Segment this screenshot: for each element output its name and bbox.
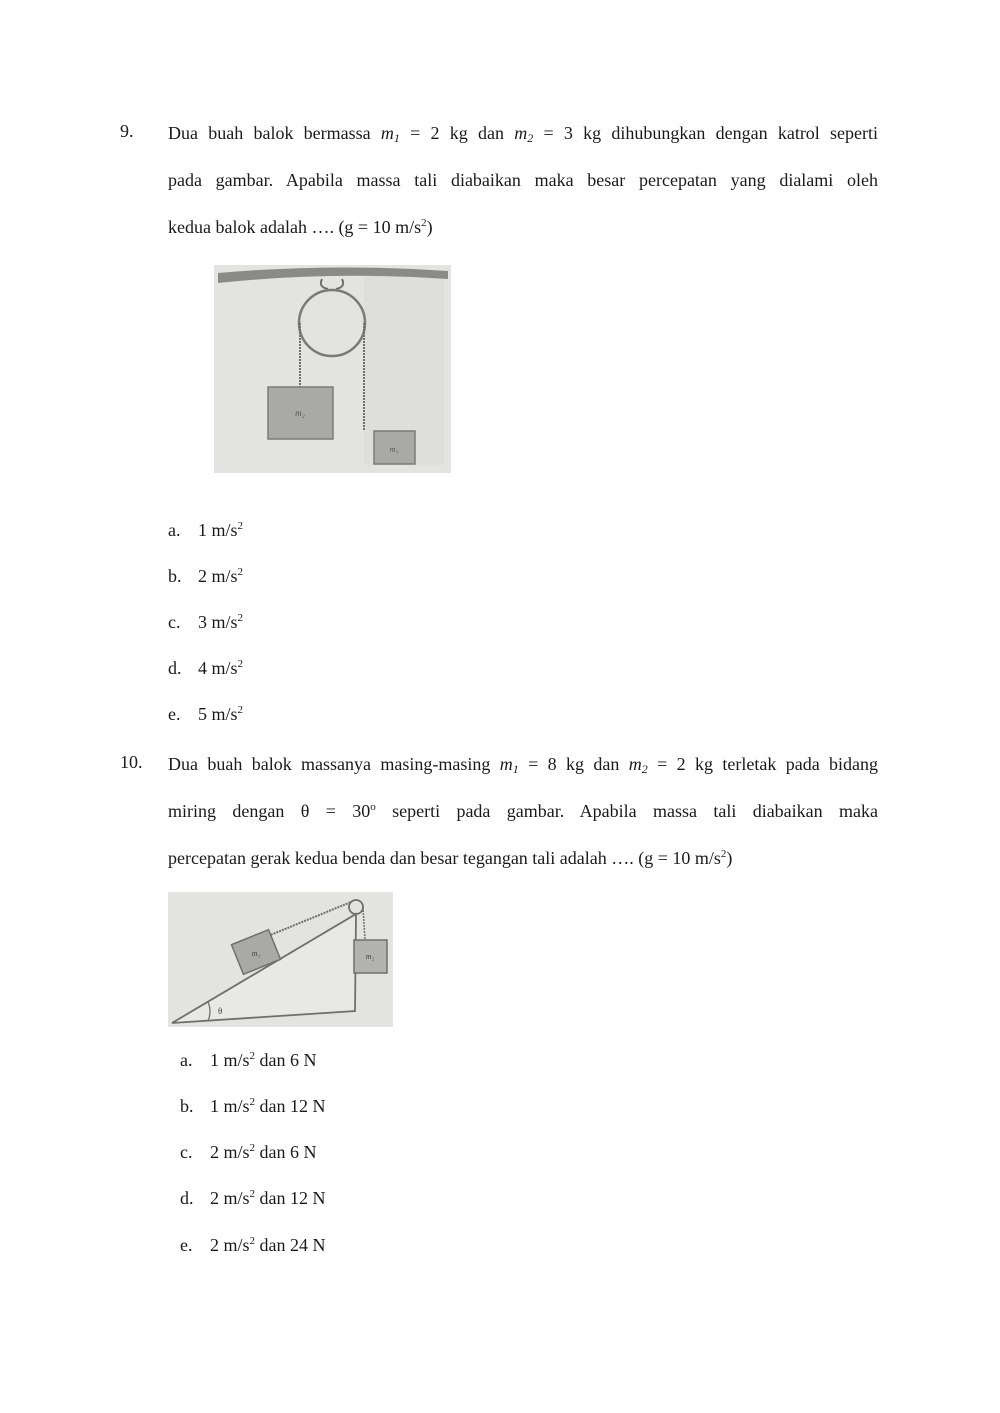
- question-line-2: miring dengan $\theta = 30^o$ seperti pada gambar. Apabila massa tali diabaikan maka: [168, 801, 879, 821]
- option-c[interactable]: c. 3 $m/s^2$: [168, 612, 244, 632]
- question-line-1: Dua buah balok massanya masing-masing $m_1 = 8$ kg dan $m_2 = 2$ kg terletak pada bidang: [168, 754, 879, 776]
- option-e[interactable]: e. 2 $m/s^2$ dan 24 N: [180, 1235, 326, 1255]
- pulley-figure: [214, 265, 451, 473]
- option-c[interactable]: c. 2 $m/s^2$ dan 6 N: [180, 1142, 317, 1162]
- option-b[interactable]: b. 2 $m/s^2$: [168, 566, 244, 586]
- question-line-3: kedua balok adalah …. (g = 10 $m/s^2$): [168, 217, 433, 237]
- block-m1-label: m₁: [389, 445, 399, 454]
- question-number: 9.: [120, 121, 134, 141]
- question-line-2: pada gambar. Apabila massa tali diabaikan maka besar percepatan yang dialami oleh: [168, 170, 878, 190]
- question-line-3: percepatan gerak kedua benda dan besar tegangan tali adalah …. (g = 10 $m/s^2$): [168, 848, 733, 868]
- option-d[interactable]: d. 4 $m/s^2$: [168, 658, 244, 678]
- option-e[interactable]: e. 5 $m/s^2$: [168, 704, 244, 724]
- block-m2-label: m₂: [365, 952, 375, 961]
- question-text: [168, 741, 878, 882]
- option-b[interactable]: b. 1 $m/s^2$ dan 12 N: [180, 1096, 326, 1116]
- option-d[interactable]: d. 2 $m/s^2$ dan 12 N: [180, 1188, 326, 1208]
- block-m1-label: m₁: [251, 949, 261, 958]
- question-text: [168, 110, 878, 251]
- option-a[interactable]: a. 1 $m/s^2$: [168, 520, 244, 540]
- angle-label: θ: [218, 1006, 223, 1016]
- question-line-1: Dua buah balok bermassa $m_1 = 2$ kg dan $m_2 = 3$ kg dihubungkan dengan katrol seperti: [168, 123, 879, 145]
- question-number: 10.: [120, 752, 143, 772]
- incline-figure: [168, 892, 393, 1027]
- block-m2-label: m₂: [295, 408, 305, 418]
- option-a[interactable]: a. 1 $m/s^2$ dan 6 N: [180, 1050, 317, 1070]
